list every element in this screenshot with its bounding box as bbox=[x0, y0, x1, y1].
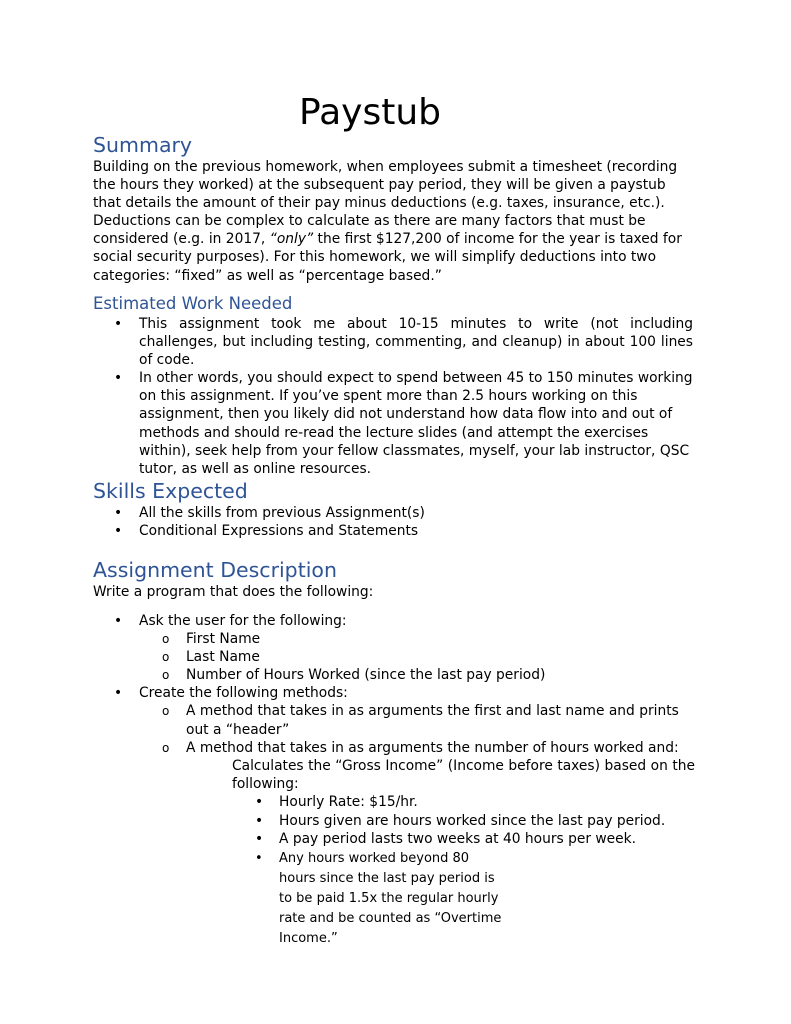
list-item bbox=[93, 793, 695, 812]
rule-item: Any hours worked beyond 80 hours since the last pay period is to be paid 1.5x the regular hourly rate and be counted as “Overtime Income.” bbox=[279, 850, 502, 946]
ask-item: Last Name bbox=[186, 649, 260, 666]
assignment-list bbox=[93, 612, 695, 949]
assignment-intro: Write a program that does the following: bbox=[93, 584, 374, 600]
summary-text-1: Building on the previous homework, when employees submit a timesheet (recording the hours they worked) at the subsequent pay period, they will be given a paystub that details the amount of their pay minus deductions (e.g. taxes, insurance, etc.). Deductions can be complex to calculate as there are many factors that must be considered (e.g. in 2017, bbox=[93, 159, 678, 248]
circle-bullet-icon: o bbox=[162, 650, 170, 665]
ask-label: Ask the user for the following: bbox=[139, 613, 347, 629]
skills-heading: Skills Expected bbox=[93, 479, 248, 503]
document-title: Paystub bbox=[299, 92, 441, 133]
list-item bbox=[93, 849, 695, 949]
list-item bbox=[93, 504, 693, 522]
ask-item: First Name bbox=[186, 631, 261, 648]
list-item bbox=[93, 369, 693, 478]
estimated-work-list bbox=[93, 315, 693, 478]
list-item-text: All the skills from previous Assignment(s) bbox=[139, 505, 425, 521]
methods-label: Create the following methods: bbox=[139, 685, 348, 702]
list-item-text: In other words, you should expect to spend between 45 to 150 minutes working on this assignment. If you’ve spent more than 2.5 hours working on this assignment, then you likely did not understand how data flow into and out of methods and should re-read the lecture slides (and attempt the exercises within), seek help from your fellow classmates, myself, your lab instructor, QSC tutor, as well as online resources. bbox=[139, 370, 693, 477]
list-item bbox=[93, 315, 693, 369]
bullet-icon: • bbox=[255, 850, 263, 866]
summary-text-2: the first $127,200 of income for the year is taxed for social security purposes). For this homework, we will simplify deductions into two categories: “fixed” as well as “percentage based.” bbox=[93, 231, 682, 284]
summary-paragraph bbox=[93, 158, 693, 285]
bullet-icon: • bbox=[114, 613, 123, 629]
list-item bbox=[93, 522, 693, 540]
bullet-icon: • bbox=[114, 370, 123, 387]
skills-list bbox=[93, 504, 693, 540]
list-item bbox=[93, 684, 695, 702]
list-item-text: Conditional Expressions and Statements bbox=[139, 523, 419, 540]
list-item bbox=[93, 648, 695, 666]
list-item bbox=[93, 630, 695, 648]
estimated-work-heading: Estimated Work Needed bbox=[93, 294, 293, 313]
list-item bbox=[93, 812, 695, 831]
ask-item: Number of Hours Worked (since the last pay period) bbox=[186, 667, 546, 684]
list-item bbox=[93, 612, 695, 630]
rule-item: Hourly Rate: $15/hr. bbox=[279, 793, 418, 810]
list-item-text: This assignment took me about 10-15 minutes to write (not including challenges, but including testing, commenting, and cleanup) in about 100 lines of code. bbox=[139, 316, 693, 369]
summary-emphasis: “only” bbox=[269, 231, 314, 248]
list-item bbox=[93, 757, 695, 793]
summary-heading: Summary bbox=[93, 133, 193, 157]
circle-bullet-icon: o bbox=[162, 668, 170, 683]
bullet-icon: • bbox=[255, 793, 264, 810]
list-item bbox=[93, 666, 695, 684]
rule-item: A pay period lasts two weeks at 40 hours per week. bbox=[279, 831, 637, 848]
rule-item: Hours given are hours worked since the last pay period. bbox=[279, 812, 666, 829]
circle-bullet-icon: o bbox=[162, 632, 170, 647]
method-item: A method that takes in as arguments the number of hours worked and: bbox=[186, 739, 679, 756]
bullet-icon: • bbox=[114, 685, 123, 702]
bullet-icon: • bbox=[255, 812, 264, 829]
bullet-icon: • bbox=[255, 831, 264, 848]
circle-bullet-icon: o bbox=[162, 740, 170, 755]
bullet-icon: • bbox=[114, 523, 123, 540]
bullet-icon: • bbox=[114, 505, 123, 521]
list-item bbox=[93, 702, 695, 738]
gross-income-label: Calculates the “Gross Income” (Income before taxes) based on the following: bbox=[232, 757, 695, 792]
list-item bbox=[93, 739, 695, 757]
circle-bullet-icon: o bbox=[162, 704, 170, 719]
bullet-icon: • bbox=[114, 316, 123, 332]
method-item: A method that takes in as arguments the first and last name and prints out a “header” bbox=[186, 703, 679, 738]
list-item bbox=[93, 830, 695, 849]
assignment-heading: Assignment Description bbox=[93, 558, 337, 582]
